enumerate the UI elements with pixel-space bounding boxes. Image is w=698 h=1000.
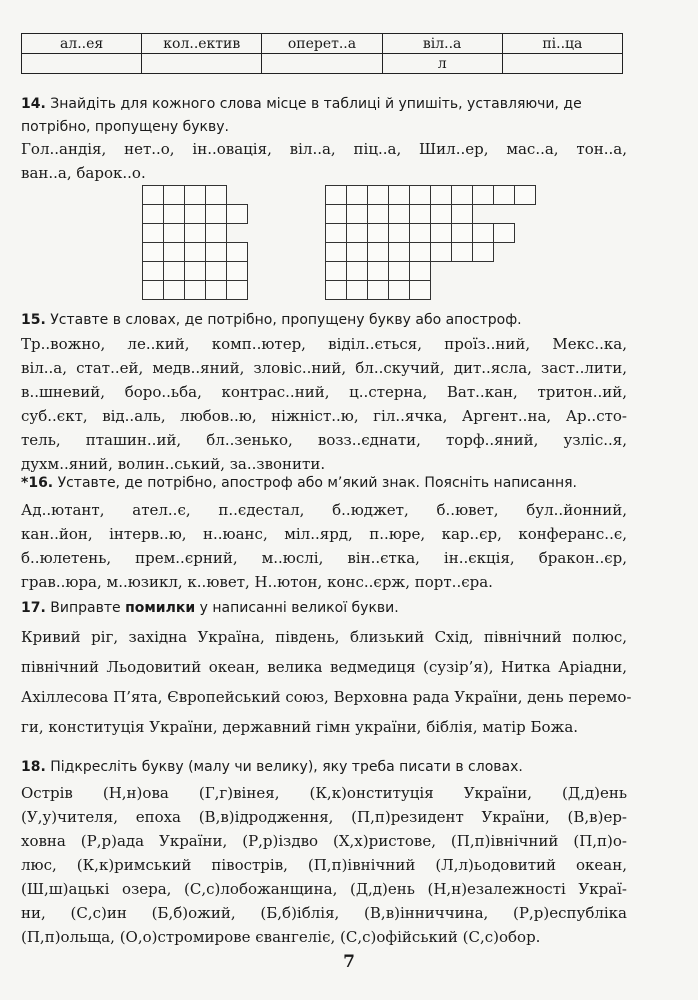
crossword-cell[interactable] <box>430 223 452 243</box>
crossword-cell[interactable] <box>451 223 473 243</box>
crossword-cell[interactable] <box>409 223 431 243</box>
task-instruction: Підкресліть букву (малу чи велику), яку треба писати в словах. <box>50 759 523 775</box>
crossword-cell[interactable] <box>472 223 494 243</box>
text-line: (У,у)чителя, епоха (В,в)ідродження, (П,п)резидент України, (В,в)ер- <box>21 808 627 826</box>
crossword-cell[interactable] <box>346 242 368 262</box>
crossword-cell[interactable] <box>163 261 185 281</box>
crossword-cell[interactable] <box>388 223 410 243</box>
task-14-prompt <box>21 93 625 139</box>
page-number: 7 <box>343 952 355 972</box>
crossword-cell[interactable] <box>226 204 248 224</box>
crossword-cell[interactable] <box>325 242 347 262</box>
crossword-cell[interactable] <box>346 185 368 205</box>
crossword-cell[interactable] <box>325 261 347 281</box>
text-line: Кривий ріг, західна Україна, південь, близький Схід, північний полюс, <box>21 628 627 646</box>
task-16-prompt <box>21 472 625 495</box>
crossword-cell[interactable] <box>163 185 185 205</box>
crossword-cell[interactable] <box>205 242 227 262</box>
word-table-row-words <box>22 34 623 54</box>
text-line: Ахіллесова П’ята, Європейський союз, Верховна рада України, день перемо- <box>21 688 632 706</box>
crossword-cell[interactable] <box>226 242 248 262</box>
crossword-cell[interactable] <box>142 223 164 243</box>
crossword-cell[interactable] <box>184 223 206 243</box>
task-instruction: Уставте в словах, де потрібно, пропущену букву або апостроф. <box>50 312 522 328</box>
text-line: Гол..андія, нет..о, ін..овація, віл..а, піц..а, Шил..ер, мас..а, тон..а, <box>21 140 627 158</box>
crossword-cell[interactable] <box>142 261 164 281</box>
crossword-cell[interactable] <box>409 242 431 262</box>
table-cell: пі..ца <box>502 34 622 54</box>
crossword-cell[interactable] <box>163 223 185 243</box>
task-15-words <box>21 332 627 476</box>
crossword-cell[interactable] <box>325 185 347 205</box>
crossword-cell[interactable] <box>184 280 206 300</box>
task-instruction: Виправте <box>50 600 121 616</box>
table-cell: л <box>382 54 502 74</box>
crossword-cell[interactable] <box>184 242 206 262</box>
text-line: люс, (К,к)римський півострів, (П,п)івнічний (Л,л)ьодовитий океан, <box>21 856 627 874</box>
crossword-cell[interactable] <box>367 204 389 224</box>
crossword-cell[interactable] <box>184 204 206 224</box>
task-15-prompt <box>21 309 625 332</box>
crossword-cell[interactable] <box>430 204 452 224</box>
text-line: ховна (Р,р)ада України, (Р,р)іздво (Х,х)ристове, (П,п)івнічний (П,п)о- <box>21 832 627 850</box>
text-line: Острів (Н,н)ова (Г,г)вінея, (К,к)онституція України, (Д,д)ень <box>21 784 627 802</box>
crossword-cell[interactable] <box>514 185 536 205</box>
task-instruction: у написанні великої букви. <box>199 600 399 616</box>
text-line: (Ш,ш)ацькі озера, (С,с)лобожанщина, (Д,д)ень (Н,н)езалежності Украї- <box>21 880 627 898</box>
crossword-cell[interactable] <box>472 242 494 262</box>
text-line: суб..єкт, від..аль, любов..ю, ніжніст..ю, гіл..ячка, Аргент..на, Ар..сто- <box>21 407 627 425</box>
crossword-cell[interactable] <box>388 204 410 224</box>
text-line: ги, конституція України, державний гімн україни, біблія, матір Божа. <box>21 718 579 736</box>
crossword-cell[interactable] <box>493 185 515 205</box>
crossword-cell[interactable] <box>367 223 389 243</box>
crossword-cell[interactable] <box>367 280 389 300</box>
crossword-cell[interactable] <box>205 280 227 300</box>
task-17-text <box>21 622 632 742</box>
text-line: тель, пташин..ий, бл..зенько, возз..єднати, торф..яний, узліс..я, <box>21 431 627 449</box>
crossword-cell[interactable] <box>367 261 389 281</box>
crossword-cell[interactable] <box>388 242 410 262</box>
task-instruction-emphasis: помилки <box>125 600 196 616</box>
table-cell: кол..ектив <box>142 34 262 54</box>
crossword-grid-right <box>325 185 537 300</box>
crossword-cell[interactable] <box>205 261 227 281</box>
crossword-cell[interactable] <box>409 204 431 224</box>
table-cell <box>262 54 382 74</box>
crossword-grid-left <box>142 185 262 300</box>
task-18-prompt <box>21 756 625 779</box>
crossword-cell[interactable] <box>346 204 368 224</box>
crossword-cell[interactable] <box>226 261 248 281</box>
crossword-cell[interactable] <box>451 242 473 262</box>
table-cell <box>142 54 262 74</box>
crossword-cell[interactable] <box>205 223 227 243</box>
text-line: (П,п)ольща, (О,о)стромирове євангеліє, (С,с)офійський (С,с)обор. <box>21 928 541 946</box>
crossword-cell[interactable] <box>409 280 431 300</box>
crossword-cell[interactable] <box>493 223 515 243</box>
text-line: Тр..вожно, ле..кий, комп..ютер, віділ..ється, проїз..ний, Мекс..ка, <box>21 335 627 353</box>
crossword-cell[interactable] <box>472 185 494 205</box>
task-number: 17. <box>21 600 46 616</box>
crossword-cell[interactable] <box>346 261 368 281</box>
crossword-cell[interactable] <box>346 280 368 300</box>
task-instruction: Знайдіть для кожного слова місце в таблиці й упишіть, уставляючи, де потрібно, пропущену букву. <box>21 96 582 135</box>
text-line: грав..юра, м..юзикл, к..ювет, Н..ютон, конс..єрж, порт..єра. <box>21 573 493 591</box>
crossword-cell[interactable] <box>367 242 389 262</box>
text-line: північний Льодовитий океан, велика ведмедиця (сузір’я), Нитка Аріадни, <box>21 658 627 676</box>
task-number: 15. <box>21 312 46 328</box>
word-table <box>21 33 623 74</box>
crossword-cell[interactable] <box>430 242 452 262</box>
crossword-cell[interactable] <box>142 185 164 205</box>
task-17-prompt <box>21 597 625 620</box>
table-cell <box>502 54 622 74</box>
crossword-cell[interactable] <box>163 280 185 300</box>
word-table-row-answers <box>22 54 623 74</box>
crossword-cell[interactable] <box>409 185 431 205</box>
crossword-cell[interactable] <box>451 185 473 205</box>
crossword-cell[interactable] <box>346 223 368 243</box>
task-number: 18. <box>21 759 46 775</box>
table-cell: ал..ея <box>22 34 142 54</box>
crossword-cell[interactable] <box>205 185 227 205</box>
crossword-cell[interactable] <box>325 223 347 243</box>
text-line: кан..йон, інтерв..ю, н..юанс, міл..ярд, п..юре, кар..єр, конферанс..є, <box>21 525 627 543</box>
crossword-cell[interactable] <box>430 185 452 205</box>
task-18-text <box>21 781 627 949</box>
crossword-cell[interactable] <box>325 204 347 224</box>
crossword-cell[interactable] <box>205 204 227 224</box>
text-line: віл..а, стат..ей, медв..яний, зловіс..ний, бл..скучий, дит..ясла, заст..лити, <box>21 359 627 377</box>
crossword-cell[interactable] <box>388 280 410 300</box>
crossword-cell[interactable] <box>325 280 347 300</box>
crossword-cell[interactable] <box>142 242 164 262</box>
text-line: Ад..ютант, ател..є, п..єдестал, б..юджет, б..ювет, бул..йонний, <box>21 501 627 519</box>
table-cell: віл..а <box>382 34 502 54</box>
table-cell <box>22 54 142 74</box>
crossword-cell[interactable] <box>184 185 206 205</box>
crossword-cell[interactable] <box>163 242 185 262</box>
crossword-cell[interactable] <box>142 204 164 224</box>
text-line: б..юлетень, прем..єрний, м..юслі, він..єтка, ін..єкція, бракон..єр, <box>21 549 627 567</box>
table-cell: оперет..а <box>262 34 382 54</box>
task-number: 14. <box>21 96 46 112</box>
crossword-cell[interactable] <box>409 261 431 281</box>
text-line: ван..а, барок..о. <box>21 164 146 182</box>
text-line: ни, (С,с)ин (Б,б)ожий, (Б,б)іблія, (В,в)інниччина, (Р,р)еспубліка <box>21 904 627 922</box>
text-line: духм..яний, волин..ський, за..звонити. <box>21 455 326 473</box>
crossword-cell[interactable] <box>388 261 410 281</box>
crossword-cell[interactable] <box>163 204 185 224</box>
crossword-cell[interactable] <box>388 185 410 205</box>
crossword-cell[interactable] <box>184 261 206 281</box>
task-instruction: Уставте, де потрібно, апостроф або м’який знак. Поясніть написання. <box>57 475 577 491</box>
task-16-words <box>21 498 627 594</box>
task-14-words <box>21 137 627 185</box>
crossword-cell[interactable] <box>142 280 164 300</box>
text-line: в..шневий, боро..ьба, контрас..ний, ц..стерна, Ват..кан, тритон..ий, <box>21 383 627 401</box>
crossword-cell[interactable] <box>367 185 389 205</box>
task-number: *16. <box>21 475 54 491</box>
crossword-cell[interactable] <box>451 204 473 224</box>
crossword-cell[interactable] <box>226 280 248 300</box>
